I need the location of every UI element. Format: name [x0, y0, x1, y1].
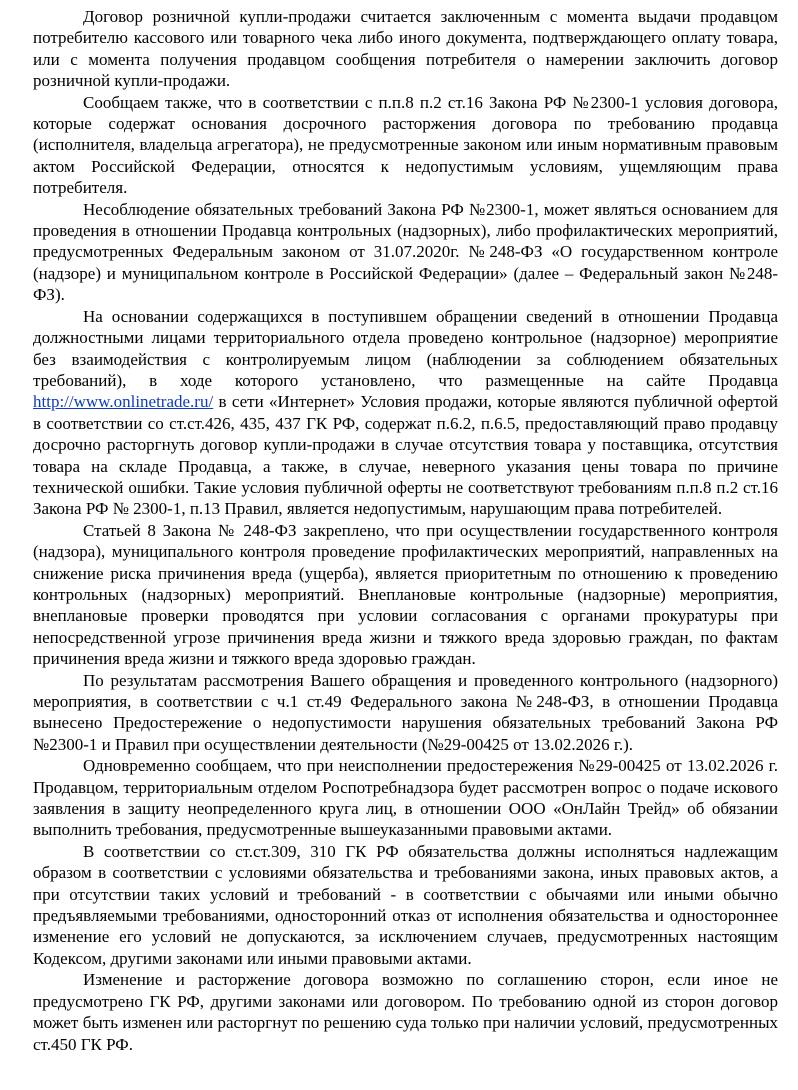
document-body — [33, 6, 778, 1055]
paragraph-obligations: В соответствии со ст.ст.309, 310 ГК РФ обязательства должны исполняться надлежащим образом в соответствии с условиями обязательства и требованиями закона, иных правовых актов, а при отсутствии таких условий и требований - в соответствии с обычаями или иными обычно предъявляемыми требованиями, односторонний отказ от исполнения обязательства и одностороннее изменение его условий не допускаются, за исключением случаев, предусмотренных настоящим Кодексом, другими законами или иными правовыми актами. — [33, 841, 778, 968]
seller-website-link[interactable]: http://www.onlinetrade.ru/ — [33, 392, 214, 412]
paragraph-contract-conclusion: Договор розничной купли-продажи считается заключенным с момента выдачи продавцом потребителю кассового или товарного чека либо иного документа, подтверждающего оплату товара, или с момента получения продавцом сообщения потребителя о намерении заключить договор розничной купли-продажи. — [33, 7, 778, 91]
inspection-text-before-link: На основании содержащихся в поступившем обращении сведений в отношении Продавца должностными лицами территориального отдела проведено контрольное (надзорное) мероприятие без взаимодействия с контролируемым лицом (наблюдении за соблюдением обязательных требований), в ходе которого установлено, что размещенные на сайте Продавца — [33, 306, 778, 390]
paragraph-contract-change: Изменение и расторжение договора возможно по соглашению сторон, если иное не предусмотрено ГК РФ, другими законами или договором. По требованию одной из сторон договор может быть изменен или расторгнут по решению суда только при наличии условий, предусмотренных ст.450 ГК РФ. — [33, 970, 778, 1054]
paragraph-article-8: Статьей 8 Закона № 248-ФЗ закреплено, что при осуществлении государственного контроля (надзора), муниципального контроля проведение профилактических мероприятий, направленных на снижение риска причинения вреда (ущерба), является приоритетным по отношению к проведению контрольных (надзорных) мероприятий. Внеплановые контрольные (надзорные) мероприятия, внеплановые проверки проводятся при условии согласования с органами прокуратуры при непосредственной угрозе причинения вреда жизни и тяжкого вреда здоровью граждан, по фактам причинения вреда жизни и тяжкого вреда здоровью граждан. — [33, 520, 778, 669]
inspection-text-after-link: в сети «Интернет» Условия продажи, которые являются публичной офертой в соответствии со ст.ст.426, 435, 437 ГК РФ, содержат п.6.2, п.6.5, предоставляющий право продавцу досрочно расторгнуть договор купли-продажи в случае отсутствия товара у поставщика, отсутствия товара на складе Продавца, а также, в случае, неверного указания цены товара по причине технической ошибки. Такие условия публичной оферты не соответствуют требованиям п.п.8 п.2 ст.16 Закона РФ № 2300-1, п.13 Правил, является недопустимым, нарушающим права потребителей. — [33, 392, 778, 519]
paragraph-warning-issued: По результатам рассмотрения Вашего обращения и проведенного контрольного (надзорного) мероприятия, в соответствии с ч.1 ст.49 Федерального закона №248-ФЗ, в отношении Продавца вынесено Предостережение о недопустимости нарушения обязательных требований Закона РФ №2300-1 и Правил при осуществлении деятельности (№29-00425 от 13.02.2026 г.). — [33, 670, 778, 754]
paragraph-noncompliance: Несоблюдение обязательных требований Закона РФ №2300-1, может являться основанием для проведения в отношении Продавца контрольных (надзорных), либо профилактических мероприятий, предусмотренных Федеральным законом от 31.07.2020г. №248-ФЗ «О государственном контроле (надзоре) и муниципальном контроле в Российской Федерации» (далее – Федеральный закон №248-ФЗ). — [33, 199, 778, 305]
paragraph-inspection-findings — [33, 306, 778, 520]
paragraph-termination-conditions: Сообщаем также, что в соответствии с п.п.8 п.2 ст.16 Закона РФ №2300-1 условия договора, которые содержат основания досрочного расторжения договора по требованию продавца (исполнителя, владельца агрегатора), не предусмотренные законом или иным нормативным правовым актом Российской Федерации, относятся к недопустимым условиям, ущемляющим права потребителя. — [33, 92, 778, 198]
paragraph-lawsuit-notice: Одновременно сообщаем, что при неисполнении предостережения №29-00425 от 13.02.2026 г. Продавцом, территориальным отделом Роспотребнадзора будет рассмотрен вопрос о подаче искового заявления в защиту неопределенного круга лиц, в отношении ООО «ОнЛайн Трейд» об обязании выполнить требования, предусмотренные вышеуказанными правовыми актами. — [33, 756, 778, 840]
